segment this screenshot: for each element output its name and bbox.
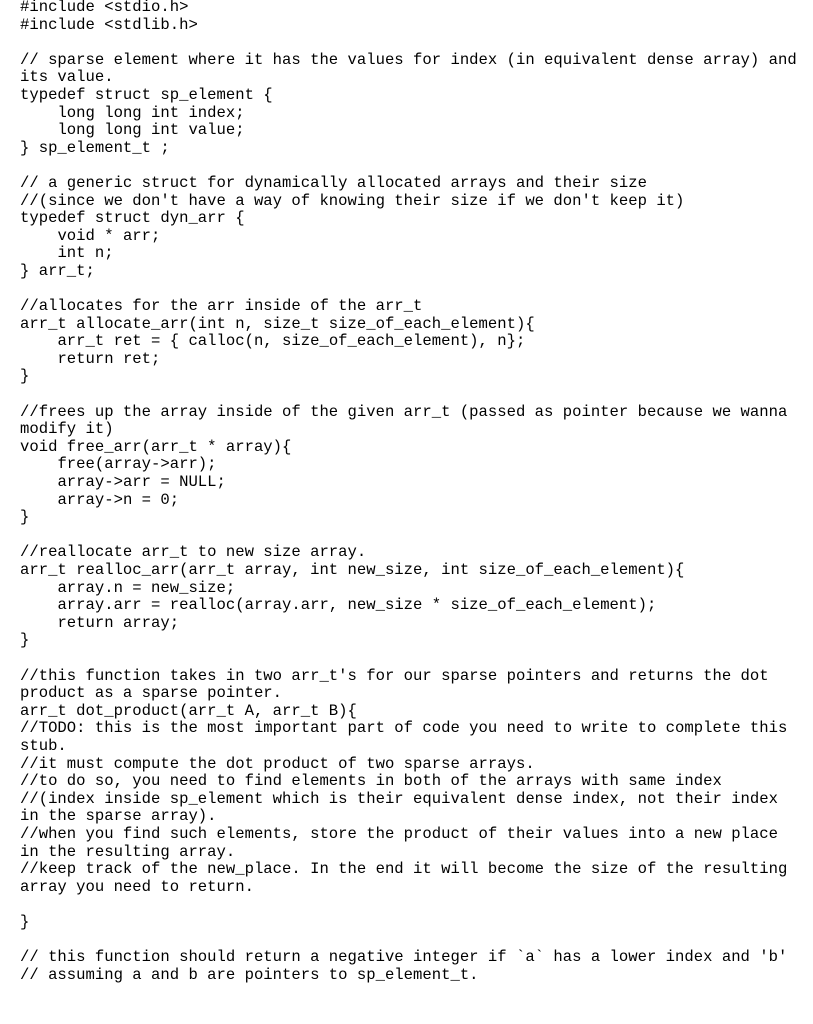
code-line: } arr_t; xyxy=(20,261,95,280)
code-line: //it must compute the dot product of two sparse arrays. xyxy=(20,754,535,773)
code-line: arr_t dot_product(arr_t A, arr_t B){ xyxy=(20,701,357,720)
code-line: #include <stdio.h> xyxy=(20,0,189,16)
code-line: void free_arr(arr_t * array){ xyxy=(20,437,292,456)
code-line: // a generic struct for dynamically allocated arrays and their size xyxy=(20,173,647,192)
code-line: //frees up the array inside of the given arr_t (passed as pointer because we wanna modify it) xyxy=(20,402,797,439)
code-line xyxy=(20,157,805,175)
code-line: } xyxy=(20,508,30,527)
code-line: return ret; xyxy=(20,349,161,368)
code-line: void * arr; xyxy=(20,226,161,245)
code-line xyxy=(20,281,805,299)
code-line: array.arr = realloc(array.arr, new_size * size_of_each_element); xyxy=(20,596,657,615)
code-line xyxy=(20,896,805,914)
code-line: //TODO: this is the most important part of code you need to write to complete this stub. xyxy=(20,719,797,755)
code-line: } xyxy=(20,912,30,931)
code-line: #include <stdlib.h> xyxy=(20,15,198,34)
code-line: return array; xyxy=(20,613,180,632)
code-line: //allocates for the arr inside of the arr_t xyxy=(20,297,423,316)
code-line: int n; xyxy=(20,244,114,263)
code-line: typedef struct sp_element { xyxy=(20,85,273,104)
code-line xyxy=(20,386,805,404)
code-line: free(array->arr); xyxy=(20,455,217,474)
code-line: //keep track of the new_place. In the end it will become the size of the resulting array you need to return. xyxy=(20,860,797,896)
code-line: //(since we don't have a way of knowing their size if we don't keep it) xyxy=(20,191,685,210)
code-line: } sp_element_t ; xyxy=(20,138,170,157)
code-line: typedef struct dyn_arr { xyxy=(20,209,245,228)
code-line: //reallocate arr_t to new size array. xyxy=(20,543,367,562)
code-line: //to do so, you need to find elements in both of the arrays with same index xyxy=(20,772,722,791)
code-line: array.n = new_size; xyxy=(20,578,236,597)
code-block xyxy=(20,0,805,984)
code-line: arr_t realloc_arr(arr_t array, int new_size, int size_of_each_element){ xyxy=(20,561,685,579)
code-line xyxy=(20,650,805,668)
code-line: arr_t ret = { calloc(n, size_of_each_element), n}; xyxy=(20,332,526,351)
code-line: long long int index; xyxy=(20,103,245,122)
code-line: // assuming a and b are pointers to sp_element_t. xyxy=(20,965,479,984)
code-line: //(index inside sp_element which is their equivalent dense index, not their index in the sparse array). xyxy=(20,789,788,826)
code-line: arr_t allocate_arr(int n, size_t size_of_each_element){ xyxy=(20,314,535,333)
code-line: //when you find such elements, store the product of their values into a new place in the resulting array. xyxy=(20,824,788,861)
code-line: // sparse element where it has the values for index (in equivalent dense array) and its value. xyxy=(20,50,807,87)
code-line: long long int value; xyxy=(20,121,245,140)
code-line xyxy=(20,931,805,949)
code-line: } xyxy=(20,367,30,386)
code-line xyxy=(20,34,805,52)
code-line: // this function should return a negative integer if `a` has a lower index and 'b' xyxy=(20,948,788,967)
code-line: //this function takes in two arr_t's for our sparse pointers and returns the dot product as a sparse pointer. xyxy=(20,666,778,703)
code-line: array->arr = NULL; xyxy=(20,473,226,492)
code-line: array->n = 0; xyxy=(20,490,180,509)
code-line: } xyxy=(20,631,30,650)
code-line xyxy=(20,527,805,545)
